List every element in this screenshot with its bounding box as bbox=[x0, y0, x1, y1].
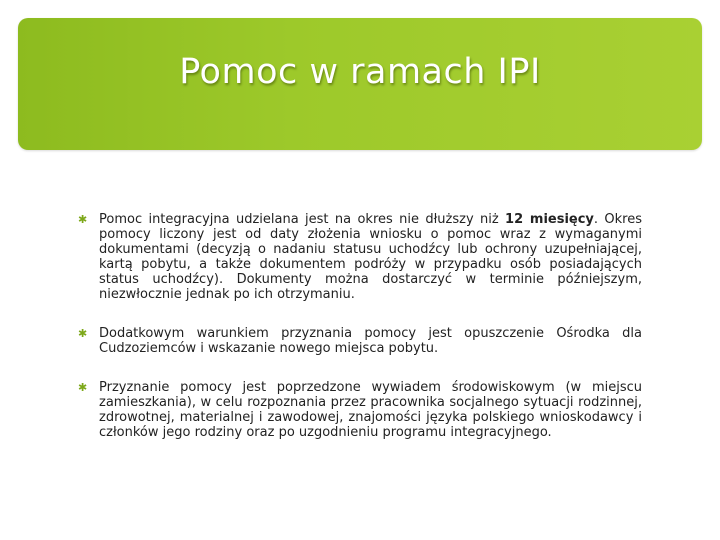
bullet-item bbox=[78, 212, 642, 302]
asterisk-icon: ✱ bbox=[78, 381, 88, 394]
bullet-text: Przyznanie pomocy jest poprzedzone wywiadem środowiskowym (w miejscu zamieszkania), w celu rozpoznania przez pracownika socjalnego sytuacji rodzinnej, zdrowotnej, materialnej i zawodowej, znajomości języka polskiego wnioskodawcy i członków jego rodziny oraz po uzgodnieniu programu integracyjnego. bbox=[99, 380, 642, 440]
bullet-text: . Okres pomocy liczony jest od daty złożenia wniosku o pomoc wraz z wymaganymi dokumentami (decyzją o nadaniu statusu uchodźcy lub ochrony uzupełniającej, kartą pobytu, a także dokumentem podróży w przypadku osób posiadających status uchodźcy). Dokumenty można dostarczyć w terminie późniejszym, niezwłocznie jednak po ich otrzymaniu. bbox=[99, 212, 642, 302]
asterisk-icon: ✱ bbox=[78, 213, 88, 226]
asterisk-icon: ✱ bbox=[78, 327, 88, 340]
bullet-item bbox=[78, 380, 642, 440]
bullet-emphasis: 12 miesięcy bbox=[505, 212, 594, 227]
bullet-list bbox=[78, 212, 642, 464]
bullet-item bbox=[78, 326, 642, 356]
bullet-text: Dodatkowym warunkiem przyznania pomocy jest opuszczenie Ośrodka dla Cudzoziemców i wskazanie nowego miejsca pobytu. bbox=[99, 326, 642, 356]
bullet-text: Pomoc integracyjna udzielana jest na okres nie dłuższy niż bbox=[99, 212, 506, 227]
slide-title: Pomoc w ramach IPI bbox=[179, 52, 541, 92]
